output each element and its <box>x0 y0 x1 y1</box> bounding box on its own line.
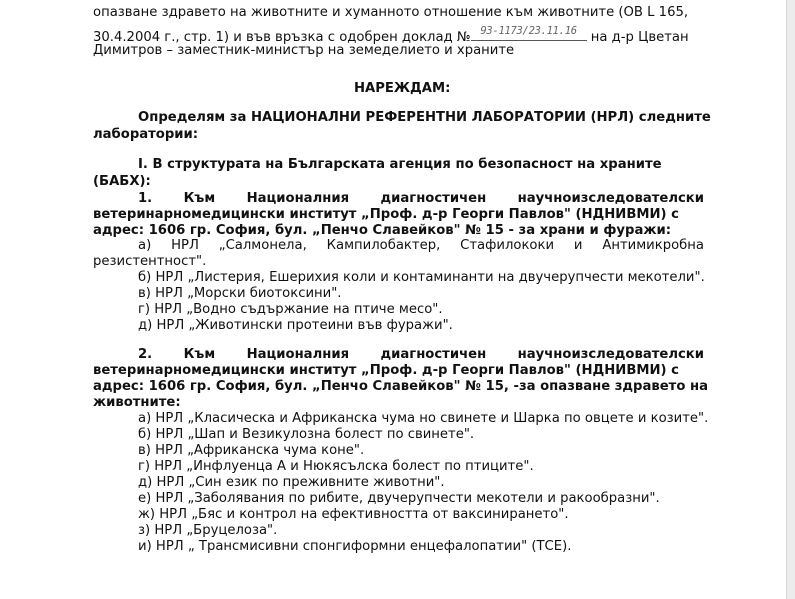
item-2-sub-e: д) НРЛ „Син език по преживните животни". <box>138 475 445 490</box>
item-1-sub-b: б) НРЛ „Листерия, Ешерихия коли и контаминанти на двучерупчести мекотели". <box>138 270 705 285</box>
item-2-sub-h: з) НРЛ „Бруцелоза". <box>138 523 278 538</box>
item-2-sub-g: ж) НРЛ „Бяс и контрол на ефективността от ваксинирането". <box>138 507 569 522</box>
item-2-sub-a: а) НРЛ „Класическа и Африканска чума но свинете и Шарка по овцете и козите". <box>138 411 709 426</box>
item-1-sub-c: в) НРЛ „Морски биотоксини". <box>138 286 342 301</box>
item-1-sub-a-cont: резистентност". <box>93 254 207 269</box>
intro-line-1: опазване здравето на животните и хуманното отношение към животните (ОВ L 165, <box>93 5 689 20</box>
item-1-line-3: адрес: 1606 гр. София, бул. „Пенчо Славейков" № 15 - за храни и фуражи: <box>93 223 671 238</box>
item-2-line-1: 2. Към Националния диагностичен научноизследователски <box>138 347 704 362</box>
item-2-line-4: животните: <box>93 395 181 410</box>
item-1-sub-a: а) НРЛ „Салмонела, Кампилобактер, Стафилококи и Антимикробна <box>138 238 704 253</box>
item-2-sub-d: г) НРЛ „Инфлуенца А и Нюкясълска болест по птиците". <box>138 459 534 474</box>
section-I-line-2: (БАБХ): <box>93 174 151 189</box>
vertical-scrollbar[interactable] <box>786 0 795 599</box>
item-2-sub-b: б) НРЛ „Шап и Везикулозна болест по свинете". <box>138 427 475 442</box>
item-2-sub-c: в) НРЛ „Африканска чума коне". <box>138 443 365 458</box>
intro-line-2-end: на д-р Цветан <box>590 30 689 45</box>
determination-line-1: Определям за НАЦИОНАЛНИ РЕФЕРЕНТНИ ЛАБОРАТОРИИ (НРЛ) следните <box>138 110 711 125</box>
intro-line-2-start: 30.4.2004 г., стр. 1) и във връзка с одобрен доклад № <box>93 30 471 45</box>
item-1-sub-e: д) НРЛ „Животински протеини във фуражи". <box>138 318 453 333</box>
item-2-line-3: адрес: 1606 гр. София, бул. „Пенчо Славейков" № 15, -за опазване здравето на <box>93 379 708 394</box>
item-2-sub-i: и) НРЛ „ Трансмисивни спонгиформни енцефалопатии" (ТСЕ). <box>138 539 572 554</box>
item-2-line-2: ветеринарномедицински институт „Проф. д-р Георги Павлов" (НДНИВМИ) с <box>93 363 679 378</box>
order-heading: НАРЕЖДАМ: <box>354 81 451 96</box>
section-I-line-1: I. В структурата на Българската агенция по безопасност на храните <box>138 157 662 172</box>
intro-line-3: Димитров – заместник-министър на земеделието и храните <box>93 43 515 58</box>
item-1-line-2: ветеринарномедицински институт „Проф. д-р Георги Павлов" (НДНИВМИ) с <box>93 207 679 222</box>
handwritten-report-number: 93-1173/23.11.16 <box>471 23 587 41</box>
item-1-sub-d: г) НРЛ „Водно съдържание на птиче месо". <box>138 302 443 317</box>
item-2-sub-f: е) НРЛ „Заболявания по рибите, двучерупчести мекотели и ракообразни". <box>138 491 660 506</box>
determination-line-2: лаборатории: <box>93 127 199 142</box>
item-1-line-1: 1. Към Националния диагностичен научноизследователски <box>138 191 704 206</box>
